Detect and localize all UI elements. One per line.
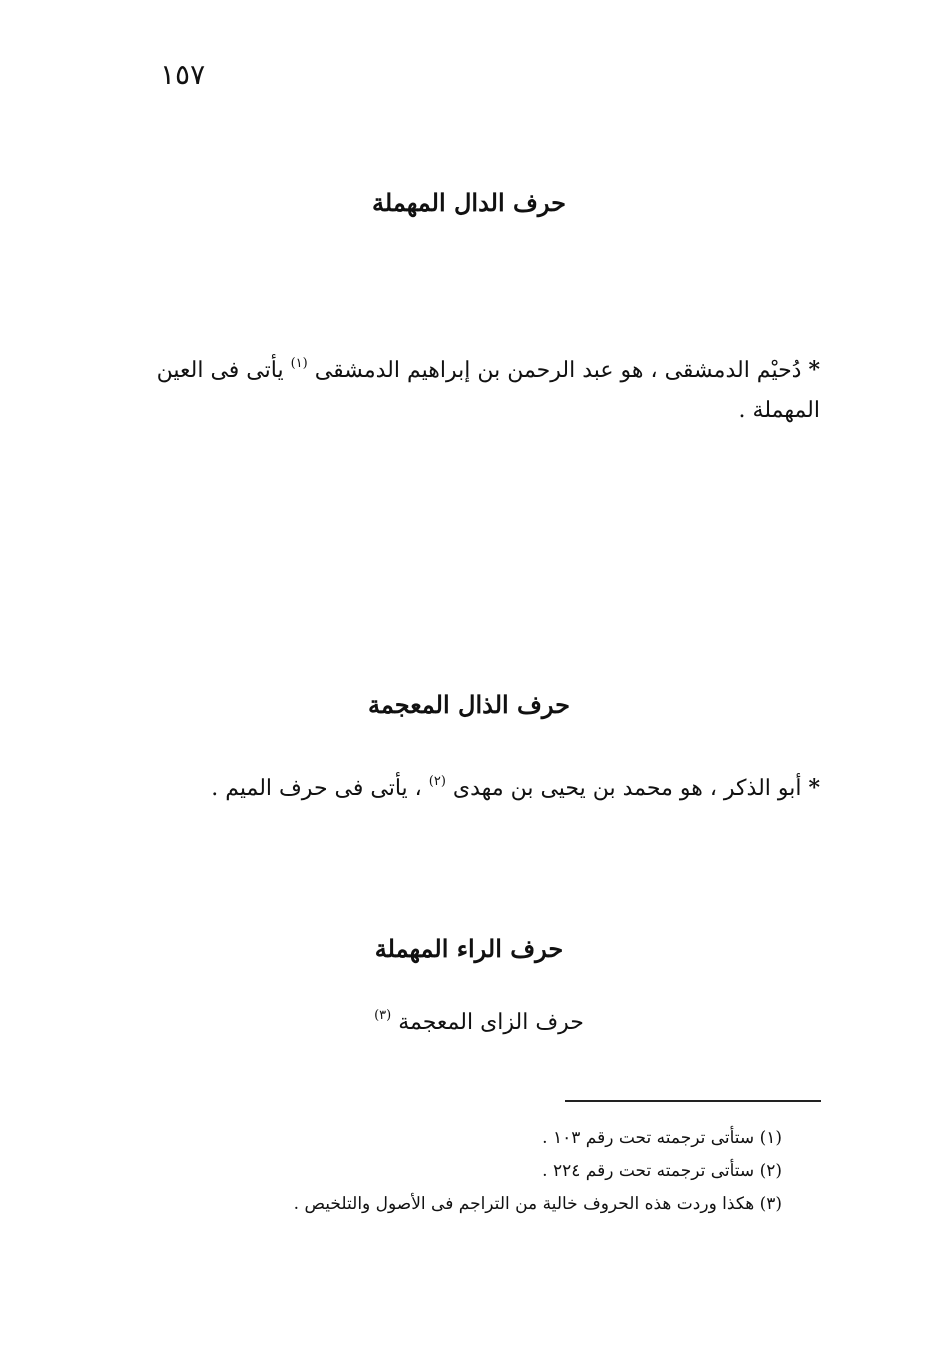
footnote-2: (٢) ستأتى ترجمته تحت رقم ٢٢٤ . [542,1161,782,1181]
footnotes [182,1122,782,1221]
footnote-ref-3: (٣) [374,1008,392,1023]
subheading-text: حرف الزاى المعجمة [398,1010,584,1035]
footnote-3: (٣) هكذا وردت هذه الحروف خالية من التراجم فى الأصول والتلخيص . [293,1194,782,1214]
entry-text: أبو الذكر ، هو محمد بن يحيى بن مهدى [452,776,802,801]
entry-text-continued: يأتى فى العين المهملة . [156,358,820,423]
footnote-ref-1: (١) [290,356,308,371]
footnote-divider [565,1100,821,1102]
section-heading-dhal: حرف الذال المعجمة [367,690,571,719]
entry-text: دُحيْم الدمشقى ، هو عبد الرحمن بن إبراهيم الدمشقى [314,358,802,383]
entry-marker: * [808,357,820,383]
entry-text-continued: ، يأتى فى حرف الميم . [211,776,422,801]
footnote-ref-2: (٢) [428,774,446,789]
section-heading-ra: حرف الراء المهملة [374,934,564,963]
entry-marker: * [808,775,820,801]
entry-duhaym [130,344,820,431]
section-heading-dal: حرف الدال المهملة [372,188,566,217]
entry-abu-al-dhikr [130,762,820,809]
page-number: ١٥٧ [160,58,206,91]
footnote-1: (١) ستأتى ترجمته تحت رقم ١٠٣ . [542,1128,782,1148]
section-subheading-zay [0,1008,938,1035]
